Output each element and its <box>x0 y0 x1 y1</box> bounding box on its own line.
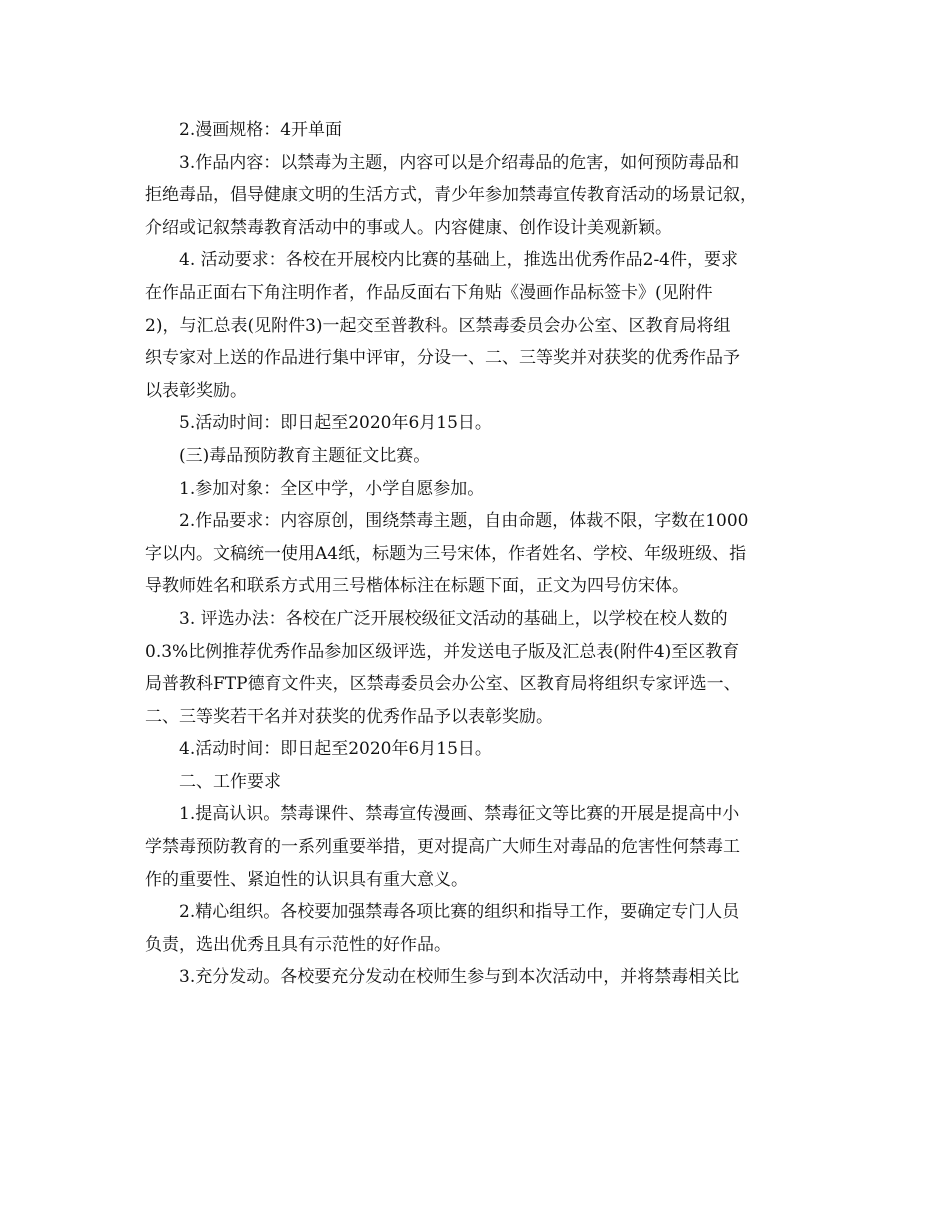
text-line: 学禁毒预防教育的一系列重要举措，更对提高广大师生对毒品的危害性何禁毒工 <box>145 837 740 858</box>
paragraph <box>145 798 805 896</box>
text-line: 以表彰奖励。 <box>145 380 247 401</box>
text-line: 2.漫画规格：4开单面 <box>179 120 343 140</box>
text-line: 3.作品内容：以禁毒为主题，内容可以是介绍毒品的危害，如何预防毒品和 <box>179 152 740 173</box>
text-line: 二、三等奖若干名并对获奖的优秀作品予以表彰奖励。 <box>145 706 553 727</box>
text-line: 3. 评选办法：各校在广泛开展校级征文活动的基础上，以学校在校人数的 <box>179 608 728 629</box>
text-line: 二、工作要求 <box>179 771 281 792</box>
text-line: 4.活动时间：即日起至2020年6月15日。 <box>179 739 492 760</box>
text-line: 介绍或记叙禁毒教育活动中的事或人。内容健康、创作设计美观新颖。 <box>145 217 672 238</box>
text-line: 0.3%比例推荐优秀作品参加区级评选，并发送电子版及汇总表(附件4)至区教育 <box>145 641 740 662</box>
paragraph <box>145 473 805 506</box>
document-page <box>145 114 805 994</box>
paragraph <box>145 147 805 245</box>
paragraph <box>145 440 805 473</box>
paragraph <box>145 244 805 407</box>
paragraph <box>145 766 805 799</box>
paragraph <box>145 407 805 440</box>
text-line: 织专家对上送的作品进行集中评审，分设一、二、三等奖并对获奖的优秀作品予 <box>145 348 740 369</box>
text-line: 作的重要性、紧迫性的认识具有重大意义。 <box>145 869 468 890</box>
text-line: 拒绝毒品，倡导健康文明的生活方式，青少年参加禁毒宣传教育活动的场景记叙， <box>145 185 757 206</box>
text-line: 2.作品要求：内容原创，围绕禁毒主题，自由命题，体裁不限，字数在1000 <box>179 511 749 532</box>
text-line: 1.提高认识。禁毒课件、禁毒宣传漫画、禁毒征文等比赛的开展是提高中小 <box>179 804 740 825</box>
text-line: 在作品正面右下角注明作者，作品反面右下角贴《漫画作品标签卡》(见附件 <box>145 282 713 303</box>
text-line: 1.参加对象：全区中学，小学自愿参加。 <box>179 478 485 499</box>
paragraph <box>145 733 805 766</box>
text-line: 3.充分发动。各校要充分发动在校师生参与到本次活动中，并将禁毒相关比 <box>179 967 740 988</box>
text-line: 4. 活动要求：各校在开展校内比赛的基础上，推选出优秀作品2-4件，要求 <box>179 250 738 271</box>
text-line: 2)，与汇总表(见附件3)一起交至普教科。区禁毒委员会办公室、区教育局将组 <box>145 315 731 336</box>
text-line: 字以内。文稿统一使用A4纸，标题为三号宋体，作者姓名、学校、年级班级、指 <box>145 543 747 564</box>
text-line: 局普教科FTP德育文件夹，区禁毒委员会办公室、区教育局将组织专家评选一、 <box>145 674 741 695</box>
paragraph <box>145 114 805 147</box>
paragraph <box>145 603 805 733</box>
text-line: 2.精心组织。各校要加强禁毒各项比赛的组织和指导工作，要确定专门人员 <box>179 902 740 923</box>
text-line: 导教师姓名和联系方式用三号楷体标注在标题下面，正文为四号仿宋体。 <box>145 576 689 597</box>
paragraph <box>145 961 805 994</box>
paragraph <box>145 505 805 603</box>
text-line: (三)毒品预防教育主题征文比赛。 <box>179 445 431 466</box>
text-line: 5.活动时间：即日起至2020年6月15日。 <box>179 413 492 434</box>
text-line: 负责，选出优秀且具有示范性的好作品。 <box>145 934 451 955</box>
paragraph <box>145 896 805 961</box>
